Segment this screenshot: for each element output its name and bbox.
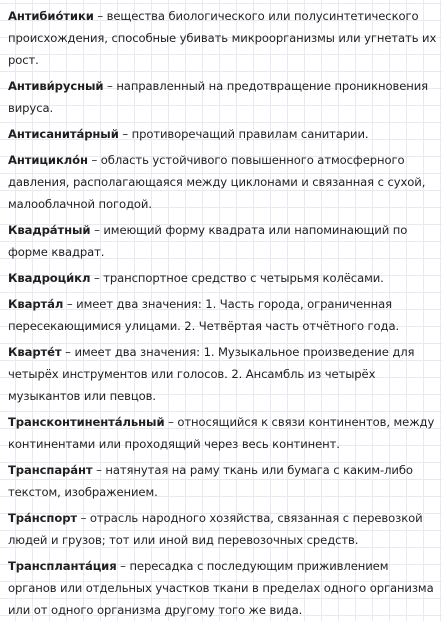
- entry-definition: имеющий форму квадрата или напоминающий по форме квадрат.: [8, 223, 408, 259]
- entry-term: Антиви́русный: [8, 79, 104, 93]
- entry-term: Транспланта́ция: [8, 559, 117, 573]
- entry-term: Квадра́тный: [8, 223, 91, 237]
- entry-term: Кварте́т: [8, 345, 62, 359]
- entry-separator: –: [93, 271, 100, 285]
- entry-definition: транспортное средство с четырьмя колёсами.: [103, 271, 384, 285]
- glossary-entry: [8, 507, 438, 551]
- entry-separator: –: [122, 127, 129, 141]
- entry-definition: относящийся к связи континентов, между континентами или проходящий через весь континент.: [8, 415, 435, 451]
- glossary-entry: [8, 75, 438, 119]
- entry-separator: –: [120, 559, 126, 573]
- entry-separator: –: [65, 345, 71, 359]
- entry-definition: вещества биологического или полусинтетического происхождения, способные убивать микроорганизмы или угнетать их рост.: [8, 9, 437, 67]
- entry-definition: натянутая на раму ткань или бумага с каким-либо текстом, изображением.: [8, 463, 413, 499]
- entry-term: Антибио́тики: [8, 9, 94, 23]
- entry-term: Транспара́нт: [8, 463, 93, 477]
- glossary-entry: [8, 341, 438, 407]
- glossary-entry: [8, 555, 438, 621]
- entry-separator: –: [96, 463, 102, 477]
- entry-term: Антицикло́н: [8, 153, 88, 167]
- glossary-entry: [8, 267, 438, 289]
- glossary-entry: [8, 149, 438, 215]
- entry-separator: –: [91, 153, 98, 167]
- entry-term: Кварта́л: [8, 297, 64, 311]
- glossary-entry: [8, 459, 438, 503]
- entry-definition: противоречащий правилам санитарии.: [131, 127, 369, 141]
- entry-term: Тра́нспорт: [8, 511, 78, 525]
- entry-definition: отрасль народного хозяйства, связанная с перевозкой людей и грузов; тот или иной вид перевозочных средств.: [8, 511, 423, 547]
- entry-term: Антисанита́рный: [8, 127, 119, 141]
- entry-term: Квадроци́кл: [8, 271, 91, 285]
- entry-term: Трансконтинента́льный: [8, 415, 165, 429]
- entry-separator: –: [107, 79, 113, 93]
- glossary-entry: [8, 411, 438, 455]
- entry-definition: направленный на предотвращение проникновения вируса.: [8, 79, 429, 115]
- entry-separator: –: [94, 223, 100, 237]
- entry-separator: –: [80, 511, 87, 525]
- entry-definition: область устойчивого повышенного атмосферного давления, располагающаяся между циклонами и связанная с сухой, малооблачной погодой.: [8, 153, 426, 211]
- entry-definition: имеет два значения: 1. Часть города, ограниченная пересекающимися улицами. 2. Четвёртая часть отчётного года.: [8, 297, 400, 333]
- entry-separator: –: [168, 415, 174, 429]
- entry-definition: пересадка с последующим приживлением органов или отдельных участков ткани в пределах одного организма или от одного организма другому того же вида.: [8, 559, 434, 617]
- glossary-entry: [8, 219, 438, 263]
- glossary-entry: [8, 293, 438, 337]
- entry-separator: –: [66, 297, 73, 311]
- entry-separator: –: [97, 9, 104, 23]
- glossary-entry: [8, 5, 438, 71]
- glossary-entry: [8, 123, 438, 145]
- entry-definition: имеет два значения: 1. Музыкальное произведение для четырёх инструментов или голосов. 2. Ансамбль из четырёх музыкантов или певцов.: [8, 345, 415, 403]
